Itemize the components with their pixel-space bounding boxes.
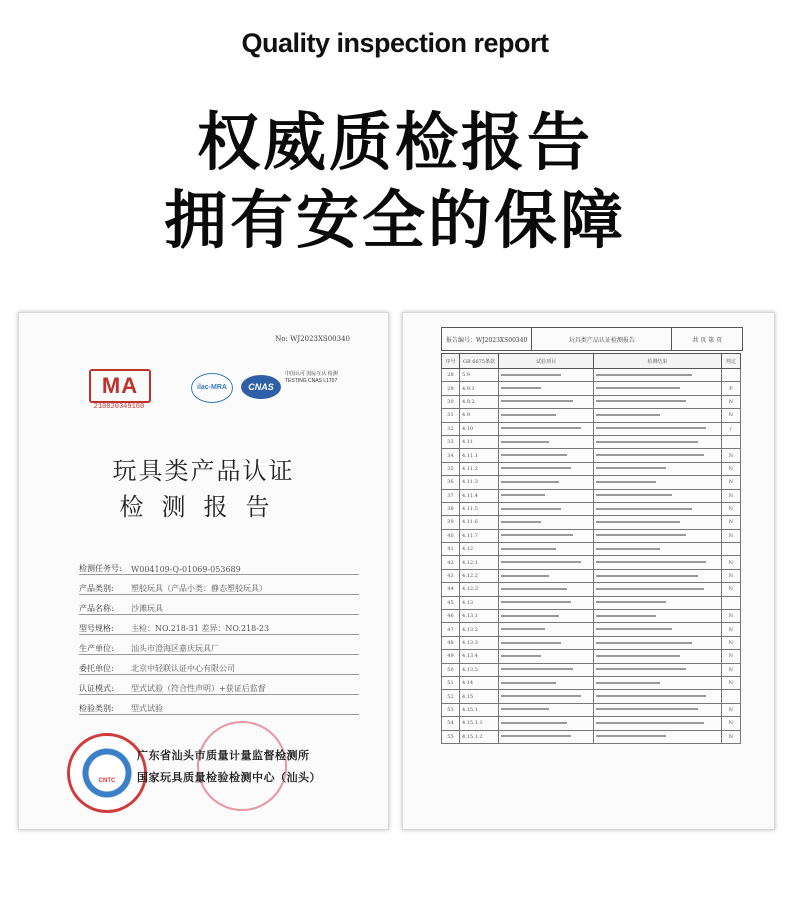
certificate-title-line2: 检测报告 — [119, 493, 288, 521]
row-test-item — [498, 462, 593, 475]
row-number: 50 — [442, 663, 460, 676]
blurred-text-line — [501, 508, 561, 510]
row-result — [594, 717, 721, 730]
blurred-text-line — [596, 628, 672, 630]
blurred-text-line — [596, 427, 706, 429]
row-number: 33 — [442, 435, 460, 448]
row-test-item — [498, 476, 593, 489]
header-report-title: 玩具类产品认证检测报告 — [532, 328, 672, 350]
blurred-text-line — [596, 695, 706, 697]
row-result — [594, 650, 721, 663]
blurred-text-line — [501, 695, 581, 697]
row-result — [594, 516, 721, 529]
row-number: 30 — [442, 395, 460, 408]
row-clause: 4.11.5 — [459, 502, 498, 515]
col-header: 检测结果 — [594, 354, 721, 369]
blurred-text-line — [501, 682, 556, 684]
info-value: 汕头市澄海区嘉庆玩具厂 — [131, 644, 219, 653]
row-result — [594, 636, 721, 649]
row-clause: 4.11.1 — [459, 449, 498, 462]
row-number: 42 — [442, 556, 460, 569]
blurred-text-line — [596, 655, 680, 657]
blurred-text-line — [596, 642, 692, 644]
col-header: 序号 — [442, 354, 460, 369]
blurred-text-line — [596, 708, 698, 710]
cma-logo — [89, 369, 149, 415]
table-row — [442, 502, 741, 515]
row-verdict — [721, 369, 741, 382]
certificate-info-table — [79, 555, 359, 715]
row-number: 38 — [442, 502, 460, 515]
ilac-mra-logo: ilac-MRA — [191, 373, 233, 403]
blurred-text-line — [596, 601, 666, 603]
row-clause: 4.15.1 — [459, 703, 498, 716]
row-verdict: N — [721, 529, 741, 542]
institution-name-line2: 国家玩具质量检验检测中心（汕头） — [137, 771, 321, 784]
row-clause: 4.15.1.1 — [459, 717, 498, 730]
row-result — [594, 476, 721, 489]
info-value: 主检：NO.218-31 差异：NO.218-23 — [131, 624, 270, 633]
blurred-text-line — [501, 441, 549, 443]
row-test-item — [498, 703, 593, 716]
row-number: 36 — [442, 476, 460, 489]
row-number: 34 — [442, 449, 460, 462]
blurred-text-line — [501, 735, 571, 737]
row-clause: 4.11.3 — [459, 476, 498, 489]
blurred-text-line — [501, 481, 559, 483]
row-clause: 4.12 — [459, 543, 498, 556]
blurred-text-line — [501, 387, 541, 389]
row-test-item — [498, 636, 593, 649]
blurred-text-line — [596, 548, 660, 550]
row-number: 51 — [442, 676, 460, 689]
table-row — [442, 569, 741, 582]
blurred-text-line — [596, 387, 680, 389]
row-clause: 4.9.2 — [459, 395, 498, 408]
header-report-number: 报告编号：WJ2023XS00340 — [442, 328, 532, 350]
blurred-text-line — [501, 655, 541, 657]
col-header: GB 6675条款 — [459, 354, 498, 369]
row-number: 28 — [442, 369, 460, 382]
row-test-item — [498, 623, 593, 636]
info-label: 产品名称: — [79, 604, 114, 613]
table-row — [442, 623, 741, 636]
table-page-header — [441, 327, 743, 351]
row-verdict: N — [721, 623, 741, 636]
row-result — [594, 596, 721, 609]
row-result — [594, 435, 721, 448]
row-verdict: N — [721, 556, 741, 569]
blurred-text-line — [596, 722, 704, 724]
table-row — [442, 489, 741, 502]
row-verdict: N — [721, 663, 741, 676]
info-label: 检验类别: — [79, 704, 114, 713]
row-test-item — [498, 730, 593, 743]
row-number: 39 — [442, 516, 460, 529]
row-clause: 4.13 — [459, 596, 498, 609]
blurred-text-line — [501, 615, 559, 617]
info-label: 认证模式: — [79, 684, 114, 693]
col-header: 判定 — [721, 354, 741, 369]
row-number: 52 — [442, 690, 460, 703]
table-row — [442, 435, 741, 448]
table-row — [442, 717, 741, 730]
cma-number: 210020349160 — [93, 403, 145, 411]
blurred-text-line — [501, 467, 571, 469]
info-value: 沙滩玩具 — [131, 604, 163, 613]
row-result — [594, 569, 721, 582]
blurred-text-line — [501, 454, 567, 456]
row-result — [594, 395, 721, 408]
row-verdict: N — [721, 395, 741, 408]
info-row — [79, 695, 359, 715]
blurred-text-line — [596, 668, 686, 670]
table-row — [442, 596, 741, 609]
chinese-title-line1: 权威质检报告 — [197, 106, 593, 179]
info-value: 塑胶玩具（产品小类：静态塑胶玩具） — [131, 584, 267, 593]
blurred-text-line — [596, 414, 660, 416]
row-clause: 4.15.1.2 — [459, 730, 498, 743]
blurred-text-line — [596, 454, 704, 456]
row-clause: 4.13.3 — [459, 636, 498, 649]
info-label: 生产单位: — [79, 644, 114, 653]
row-clause: 5.9 — [459, 369, 498, 382]
row-number: 31 — [442, 409, 460, 422]
table-row — [442, 449, 741, 462]
row-number: 35 — [442, 462, 460, 475]
blurred-text-line — [596, 588, 704, 590]
row-verdict: N — [721, 409, 741, 422]
row-result — [594, 449, 721, 462]
row-result — [594, 676, 721, 689]
row-number: 32 — [442, 422, 460, 435]
info-row — [79, 595, 359, 615]
row-test-item — [498, 610, 593, 623]
report-serial-number: No: WJ2023XS00340 — [275, 335, 350, 343]
info-row — [79, 675, 359, 695]
blurred-text-line — [596, 481, 656, 483]
certificate-title-line1: 玩具类产品认证 — [112, 457, 295, 485]
row-test-item — [498, 382, 593, 395]
table-header-row — [442, 354, 741, 369]
row-verdict: N — [721, 676, 741, 689]
test-results-table — [441, 353, 741, 744]
table-row — [442, 395, 741, 408]
info-value: W004109-Q-01069-053689 — [131, 565, 241, 574]
row-test-item — [498, 650, 593, 663]
table-row — [442, 690, 741, 703]
row-result — [594, 502, 721, 515]
row-clause: 4.11.4 — [459, 489, 498, 502]
row-verdict: N — [721, 462, 741, 475]
info-value: 型式试验（符合性声明）+获证后监督 — [131, 684, 266, 693]
info-label: 委托单位: — [79, 664, 114, 673]
info-row — [79, 635, 359, 655]
row-clause: 4.11 — [459, 435, 498, 448]
chinese-title-line2: 拥有安全的保障 — [164, 184, 626, 257]
row-test-item — [498, 569, 593, 582]
row-verdict: N — [721, 610, 741, 623]
cnas-text: 中国认可 国际互认 检测 TESTING CNAS L1707 — [285, 371, 338, 384]
row-test-item — [498, 663, 593, 676]
blurred-text-line — [596, 575, 698, 577]
blurred-text-line — [501, 414, 556, 416]
row-test-item — [498, 556, 593, 569]
row-result — [594, 382, 721, 395]
cma-mark: MA — [89, 369, 151, 403]
row-test-item — [498, 502, 593, 515]
blurred-text-line — [501, 374, 561, 376]
row-clause: 4.11.6 — [459, 516, 498, 529]
table-row — [442, 543, 741, 556]
row-verdict: N — [721, 489, 741, 502]
row-test-item — [498, 449, 593, 462]
table-row — [442, 663, 741, 676]
info-label: 产品类别: — [79, 584, 114, 593]
row-clause: 4.12.3 — [459, 583, 498, 596]
row-clause: 4.15 — [459, 690, 498, 703]
blurred-text-line — [596, 735, 666, 737]
table-row — [442, 529, 741, 542]
test-results-page — [402, 312, 775, 830]
row-verdict: N — [721, 502, 741, 515]
blurred-text-line — [596, 534, 686, 536]
row-number: 29 — [442, 382, 460, 395]
blurred-text-line — [501, 628, 545, 630]
row-verdict: P — [721, 382, 741, 395]
row-result — [594, 409, 721, 422]
info-row — [79, 615, 359, 635]
row-clause: 4.11.7 — [459, 529, 498, 542]
blurred-text-line — [596, 561, 706, 563]
row-clause: 4.10 — [459, 422, 498, 435]
row-verdict — [721, 435, 741, 448]
blurred-text-line — [501, 575, 549, 577]
row-result — [594, 610, 721, 623]
row-number: 55 — [442, 730, 460, 743]
table-row — [442, 583, 741, 596]
row-result — [594, 730, 721, 743]
row-number: 48 — [442, 636, 460, 649]
row-verdict: N — [721, 476, 741, 489]
blurred-text-line — [501, 642, 561, 644]
blurred-text-line — [501, 534, 573, 536]
english-title: Quality inspection report — [241, 28, 549, 58]
blurred-text-line — [596, 374, 692, 376]
row-result — [594, 462, 721, 475]
info-value: 北京中轻联认证中心有限公司 — [131, 664, 235, 673]
row-number: 37 — [442, 489, 460, 502]
blurred-text-line — [501, 494, 545, 496]
blurred-text-line — [501, 427, 581, 429]
header-page-number: 共 页 第 页 — [692, 336, 723, 344]
blurred-text-line — [596, 615, 656, 617]
info-row — [79, 655, 359, 675]
row-verdict — [721, 543, 741, 556]
row-verdict: N — [721, 516, 741, 529]
row-clause: 4.13.1 — [459, 610, 498, 623]
table-row — [442, 610, 741, 623]
cnas-logo: CNAS — [241, 375, 281, 399]
row-result — [594, 529, 721, 542]
info-value: 型式试验 — [131, 704, 163, 713]
row-result — [594, 543, 721, 556]
row-clause: 4.9 — [459, 409, 498, 422]
row-number: 53 — [442, 703, 460, 716]
institution-name-line1: 广东省汕头市质量计量监督检测所 — [137, 749, 310, 762]
table-row — [442, 476, 741, 489]
blurred-text-line — [596, 400, 686, 402]
row-test-item — [498, 529, 593, 542]
row-test-item — [498, 596, 593, 609]
row-result — [594, 489, 721, 502]
row-test-item — [498, 717, 593, 730]
table-row — [442, 730, 741, 743]
row-verdict — [721, 690, 741, 703]
row-result — [594, 556, 721, 569]
table-row — [442, 382, 741, 395]
table-row — [442, 636, 741, 649]
row-test-item — [498, 583, 593, 596]
row-number: 41 — [442, 543, 460, 556]
row-result — [594, 422, 721, 435]
row-test-item — [498, 676, 593, 689]
table-row — [442, 650, 741, 663]
certificate-cover-page — [18, 312, 389, 830]
info-row — [79, 555, 359, 575]
row-number: 40 — [442, 529, 460, 542]
row-test-item — [498, 690, 593, 703]
row-number: 43 — [442, 569, 460, 582]
row-verdict — [721, 596, 741, 609]
row-number: 54 — [442, 717, 460, 730]
official-stamp — [197, 721, 287, 811]
row-verdict: N — [721, 583, 741, 596]
blurred-text-line — [501, 588, 567, 590]
info-label: 型号规格: — [79, 624, 114, 633]
col-header: 试验项目 — [498, 354, 593, 369]
row-result — [594, 690, 721, 703]
table-row — [442, 516, 741, 529]
blurred-text-line — [501, 722, 567, 724]
row-test-item — [498, 435, 593, 448]
seal-label: CNTC — [98, 778, 116, 784]
blurred-text-line — [596, 467, 666, 469]
row-number: 49 — [442, 650, 460, 663]
table-row — [442, 676, 741, 689]
row-number: 45 — [442, 596, 460, 609]
row-clause: 4.13.5 — [459, 663, 498, 676]
row-clause: 4.11.2 — [459, 462, 498, 475]
row-verdict: N — [721, 636, 741, 649]
row-verdict: N — [721, 703, 741, 716]
cntc-seal-logo — [67, 733, 147, 813]
row-verdict: N — [721, 650, 741, 663]
blurred-text-line — [501, 668, 573, 670]
blurred-text-line — [501, 548, 556, 550]
row-number: 46 — [442, 610, 460, 623]
blurred-text-line — [596, 682, 660, 684]
row-clause: 4.14 — [459, 676, 498, 689]
table-row — [442, 422, 741, 435]
row-verdict: / — [721, 422, 741, 435]
row-clause: 4.13.2 — [459, 623, 498, 636]
table-row — [442, 409, 741, 422]
row-test-item — [498, 543, 593, 556]
info-label: 检测任务号: — [79, 564, 122, 573]
row-clause: 4.12.2 — [459, 569, 498, 582]
row-verdict: N — [721, 449, 741, 462]
blurred-text-line — [596, 441, 698, 443]
row-clause: 4.9.1 — [459, 382, 498, 395]
info-row — [79, 575, 359, 595]
row-test-item — [498, 422, 593, 435]
row-result — [594, 583, 721, 596]
row-test-item — [498, 395, 593, 408]
blurred-text-line — [596, 521, 680, 523]
row-result — [594, 703, 721, 716]
blurred-text-line — [596, 494, 672, 496]
row-verdict: N — [721, 717, 741, 730]
row-result — [594, 369, 721, 382]
table-row — [442, 462, 741, 475]
table-row — [442, 369, 741, 382]
row-verdict: N — [721, 730, 741, 743]
row-number: 44 — [442, 583, 460, 596]
row-test-item — [498, 516, 593, 529]
blurred-text-line — [501, 521, 541, 523]
blurred-text-line — [596, 508, 692, 510]
row-test-item — [498, 369, 593, 382]
row-test-item — [498, 489, 593, 502]
row-clause: 4.12.1 — [459, 556, 498, 569]
table-row — [442, 703, 741, 716]
row-result — [594, 623, 721, 636]
blurred-text-line — [501, 601, 571, 603]
row-clause: 4.13.4 — [459, 650, 498, 663]
row-verdict: N — [721, 569, 741, 582]
row-number: 47 — [442, 623, 460, 636]
row-test-item — [498, 409, 593, 422]
blurred-text-line — [501, 400, 573, 402]
blurred-text-line — [501, 708, 549, 710]
table-row — [442, 556, 741, 569]
blurred-text-line — [501, 561, 581, 563]
row-result — [594, 663, 721, 676]
